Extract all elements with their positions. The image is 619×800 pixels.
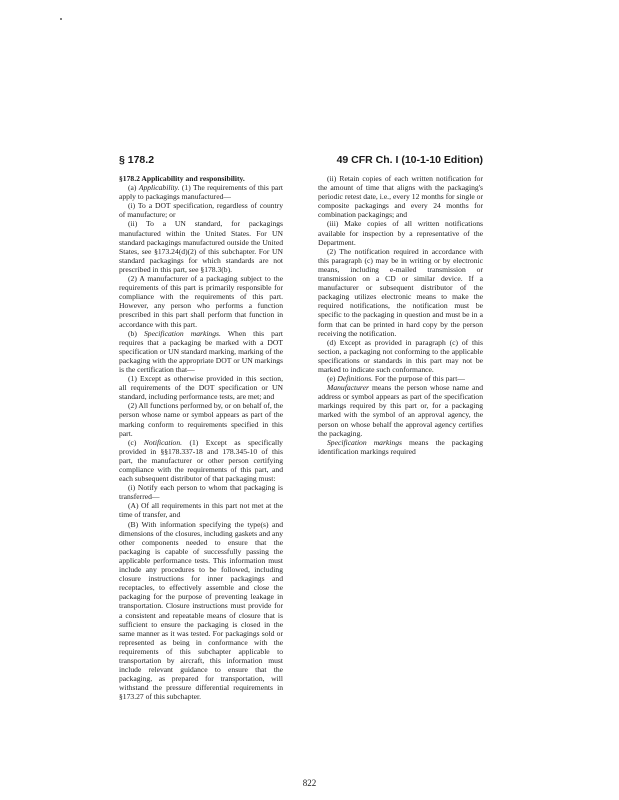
- paragraph-c1ii: (ii) Retain copies of each written notification for the amount of time that aligns with the packaging's periodic retest date, i.e., every 12 months for single or composite packagings and every 24 months for combination packagings; and: [318, 174, 483, 220]
- paragraph-c1i: (i) Notify each person to whom that packaging is transferred—: [119, 483, 283, 502]
- paragraph-d: (d) Except as provided in paragraph (c) of this section, a packaging not conforming to the applicable specifications or standards in this part may not be marked to indicate such conformance.: [318, 337, 483, 374]
- paragraph-a1ii: (ii) To a UN standard, for packagings manufactured within the United States. For UN standard packagings manufactured outside the United States, see §173.24(d)(2) of this subchapter. For UN standard packagings for which standards are not prescribed in this part, see §178.3(b).: [119, 219, 283, 274]
- paragraph-b: (b) Specification markings. When this part requires that a packaging be marked with a DOT specification or UN standard marking, marking of the packaging with the appropriate DOT or UN markings is the certification that—: [119, 328, 283, 374]
- paragraph-b1: (1) Except as otherwise provided in this section, all requirements of the DOT specification or UN standard, including performance tests, are met; and: [119, 374, 283, 402]
- paragraph-c1iA: (A) Of all requirements in this part not met at the time of transfer, and: [119, 501, 283, 520]
- paragraph-e: (e) Definitions. For the purpose of this part—: [327, 374, 465, 384]
- definition-manufacturer: Manufacturer means the person whose name and address or symbol appears as part of the specification markings required by this part or, for a packaging marked with the symbol of an approval agency, the person on whose behalf the approval agency certifies the packaging.: [318, 383, 483, 438]
- definition-specification-markings: Specification markings means the packaging identification markings required: [318, 437, 483, 456]
- page-number: 822: [302, 778, 317, 788]
- paragraph-c: (c) Notification. (1) Except as specifically provided in §§178.337-18 and 178.345-10 of this part, the manufacturer or other person certifying compliance with the requirements of this part, and each subsequent distributor of that packaging must:: [119, 437, 283, 484]
- paragraph-a1i: (i) To a DOT specification, regardless of country of manufacture; or: [119, 201, 283, 220]
- paragraph-c2: (2) The notification required in accordance with this paragraph (c) may be in writing or by electronic means, including e-mailed transmission or transmission on a CD or similar device. If a manufacturer or subsequent distributor of the packaging utilizes electronic means to make the required notifications, the notification must be specific to the packaging in question and must be in a form that can be printed in hard copy by the person receiving the notification.: [318, 246, 483, 338]
- right-column: [318, 174, 483, 456]
- scan-speck: [60, 18, 62, 20]
- paragraph-a2: (2) A manufacturer of a packaging subject to the requirements of this part is primarily responsible for compliance with the requirements of this part. However, any person who performs a function prescribed in this part shall perform that function in accordance with this part.: [119, 274, 283, 329]
- section-heading: §178.2 Applicability and responsibility.: [119, 174, 245, 183]
- running-head-section: § 178.2: [119, 154, 155, 166]
- paragraph-c1iii: (iii) Make copies of all written notifications available for inspection by a representative of the Department.: [318, 219, 483, 247]
- paragraph-c1iB: (B) With information specifying the type(s) and dimensions of the closures, including gaskets and any other components needed to ensure that the packaging is capable of successfully passing the applicable performance tests. This information must include any procedures to be followed, including closure instructions for inner packagings and receptacles, to effectively assemble and close the packaging for the purpose of preventing leakage in transportation. Closure instructions must provide for a consistent and repeatable means of closure that is sufficient to ensure the packaging is closed in the same manner as it was tested. For packagings sold or represented as being in conformance with the requirements of this subchapter applicable to transportation by aircraft, this information must include relevant guidance to ensure that the packaging, as prepared for transportation, will withstand the pressure differential requirements in §173.27 of this subchapter.: [119, 519, 283, 702]
- paragraph-a: (a) Applicability. (1) The requirements of this part apply to packagings manufactured—: [119, 183, 283, 202]
- paragraph-b2: (2) All functions performed by, or on behalf of, the person whose name or symbol appears as part of the marking conform to requirements specified in this part.: [119, 401, 283, 438]
- left-column: [119, 174, 283, 701]
- running-head-title: 49 CFR Ch. I (10-1-10 Edition): [336, 154, 483, 166]
